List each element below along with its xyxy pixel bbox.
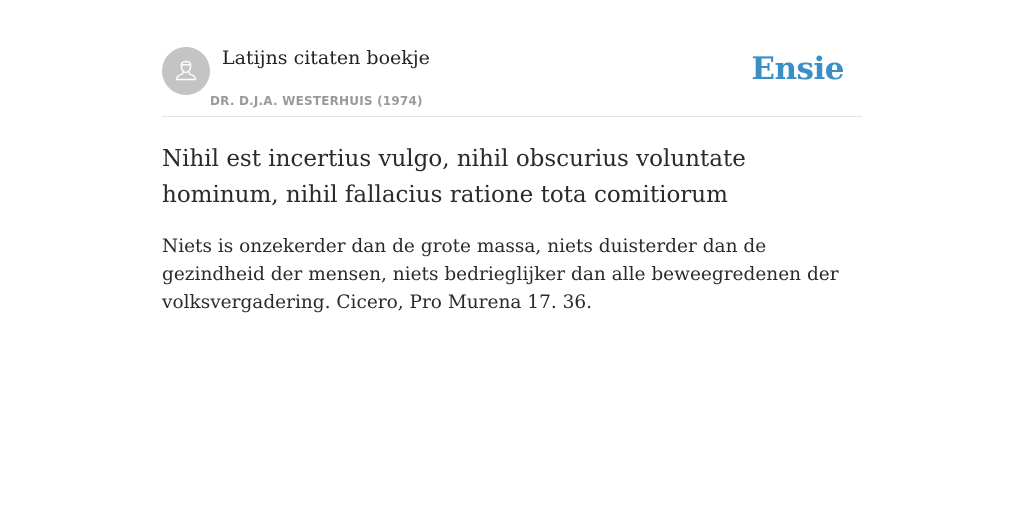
brand-logo[interactable]: Ensie bbox=[751, 51, 844, 87]
author-label[interactable]: DR. D.J.A. WESTERHUIS (1974) bbox=[210, 94, 423, 108]
book-title[interactable]: Latijns citaten boekje bbox=[222, 47, 430, 69]
avatar bbox=[162, 47, 210, 95]
quote-text: Nihil est incertius vulgo, nihil obscurius voluntate hominum, nihil fallacius ratione tota comitiorum bbox=[162, 146, 746, 208]
quote-card bbox=[162, 0, 862, 317]
translation-text: Niets is onzekerder dan de grote massa, niets duisterder dan de gezindheid der mensen, niets bedrieglijker dan alle beweegredenen der volksvergadering. Cicero, Pro Murena 17. 36. bbox=[162, 236, 839, 313]
user-icon bbox=[172, 55, 200, 87]
card-header bbox=[162, 0, 862, 117]
